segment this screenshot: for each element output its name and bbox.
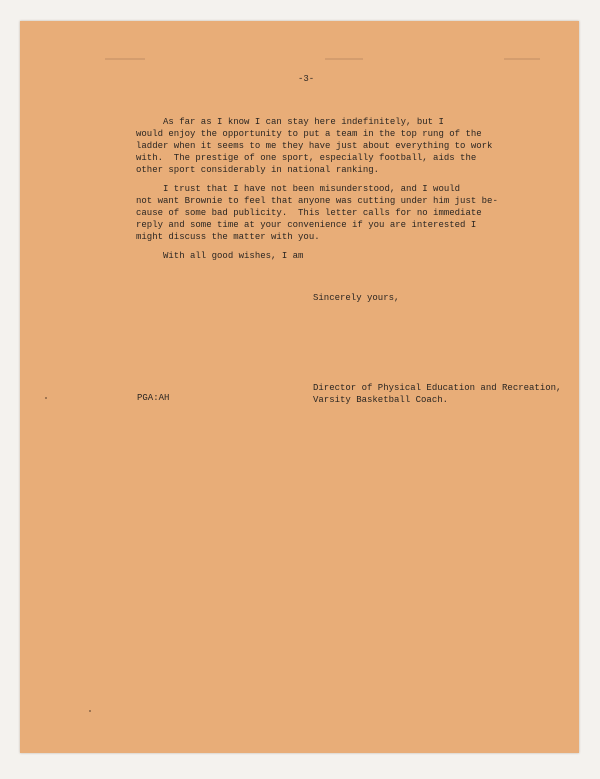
page-number: -3- xyxy=(298,74,315,84)
paragraph-2: I trust that I have not been misunderstood, and I would not want Brownie to feel that anyone was cutting under him just be- cause of some bad publicity. This letter calls for no immediate reply and some time at your convenience if you are interested I might discuss the matter with you. xyxy=(136,184,498,242)
letter-body xyxy=(20,21,579,753)
paper-speck xyxy=(45,397,47,399)
typist-initials: PGA:AH xyxy=(137,393,170,403)
letter-page xyxy=(20,21,579,753)
signature-block: Director of Physical Education and Recreation, Varsity Basketball Coach. xyxy=(313,383,562,405)
paragraph-3: With all good wishes, I am xyxy=(136,251,304,261)
closing: Sincerely yours, xyxy=(313,293,400,303)
paragraph-1: As far as I know I can stay here indefinitely, but I would enjoy the opportunity to put a team in the top rung of the ladder when it seems to me they have just about everything to work with. The prestige of one sport, especially football, aids the other sport considerably in national ranking. xyxy=(136,117,493,175)
paper-speck xyxy=(89,710,91,712)
